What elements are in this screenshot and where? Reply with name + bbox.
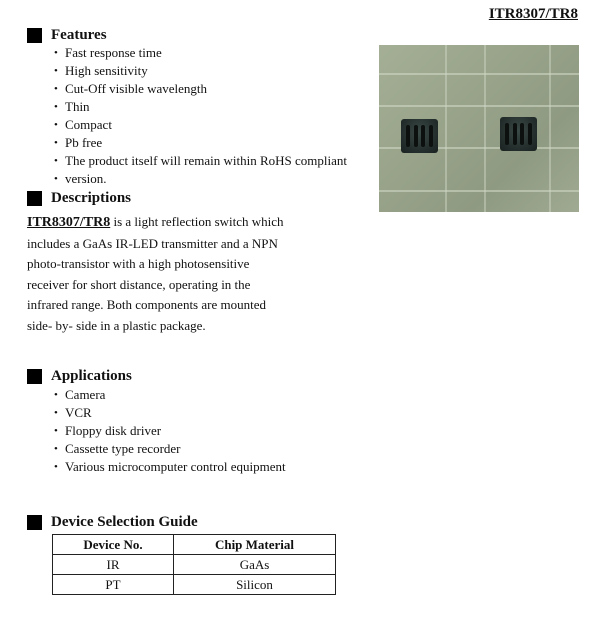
description-line: receiver for short distance, operating in the — [27, 276, 251, 292]
description-line: photo-transistor with a high photosensitive — [27, 256, 250, 271]
list-item: • The product itself will remain within RoHS compliant — [53, 152, 373, 170]
column-header-chip-material: Chip Material — [174, 535, 336, 555]
list-item: • Cut-Off visible wavelength — [53, 80, 373, 98]
description-line: side- by- side in a plastic package. — [27, 317, 206, 333]
table-cell: Silicon — [174, 575, 336, 595]
table-header-row — [53, 535, 336, 555]
features-heading-label: Features — [51, 27, 107, 43]
section-square-icon — [27, 515, 42, 530]
table-cell: PT — [53, 575, 174, 595]
sensor-chip-left — [401, 119, 438, 153]
list-item-continuation: • version. — [53, 170, 373, 188]
section-square-icon — [27, 191, 42, 206]
features-list — [53, 44, 373, 188]
description-line: includes a GaAs IR-LED transmitter and a NPN — [27, 235, 278, 251]
description-part-number: ITR8307/TR8 — [27, 215, 111, 230]
column-header-device-no: Device No. — [53, 535, 174, 555]
applications-heading — [27, 368, 132, 385]
description-line: is a light reflection switch which — [110, 214, 284, 229]
section-square-icon — [27, 369, 42, 384]
description-paragraph — [27, 212, 327, 336]
list-item: • Compact — [53, 116, 373, 134]
product-photo — [379, 45, 579, 212]
list-item: • Fast response time — [53, 44, 373, 62]
features-heading — [27, 27, 107, 44]
descriptions-heading — [27, 190, 131, 207]
list-item: • Floppy disk driver — [53, 422, 373, 440]
list-item: • Cassette type recorder — [53, 440, 373, 458]
applications-list — [53, 386, 373, 476]
table-row — [53, 575, 336, 595]
applications-heading-label: Applications — [51, 368, 132, 384]
selection-guide-heading-label: Device Selection Guide — [51, 514, 198, 530]
description-line: infrared range. Both components are mounted — [27, 297, 266, 312]
table-row — [53, 555, 336, 575]
selection-guide-heading — [27, 514, 198, 531]
descriptions-heading-label: Descriptions — [51, 190, 131, 206]
list-item: • Thin — [53, 98, 373, 116]
list-item: • Pb free — [53, 134, 373, 152]
list-item: • High sensitivity — [53, 62, 373, 80]
sensor-chip-right — [500, 117, 537, 151]
list-item: • VCR — [53, 404, 373, 422]
document-title: ITR8307/TR8 — [488, 6, 578, 22]
table-cell: GaAs — [174, 555, 336, 575]
device-selection-table — [52, 534, 336, 595]
list-item: • Camera — [53, 386, 373, 404]
section-square-icon — [27, 28, 42, 43]
table-cell: IR — [53, 555, 174, 575]
list-item: • Various microcomputer control equipment — [53, 458, 373, 476]
